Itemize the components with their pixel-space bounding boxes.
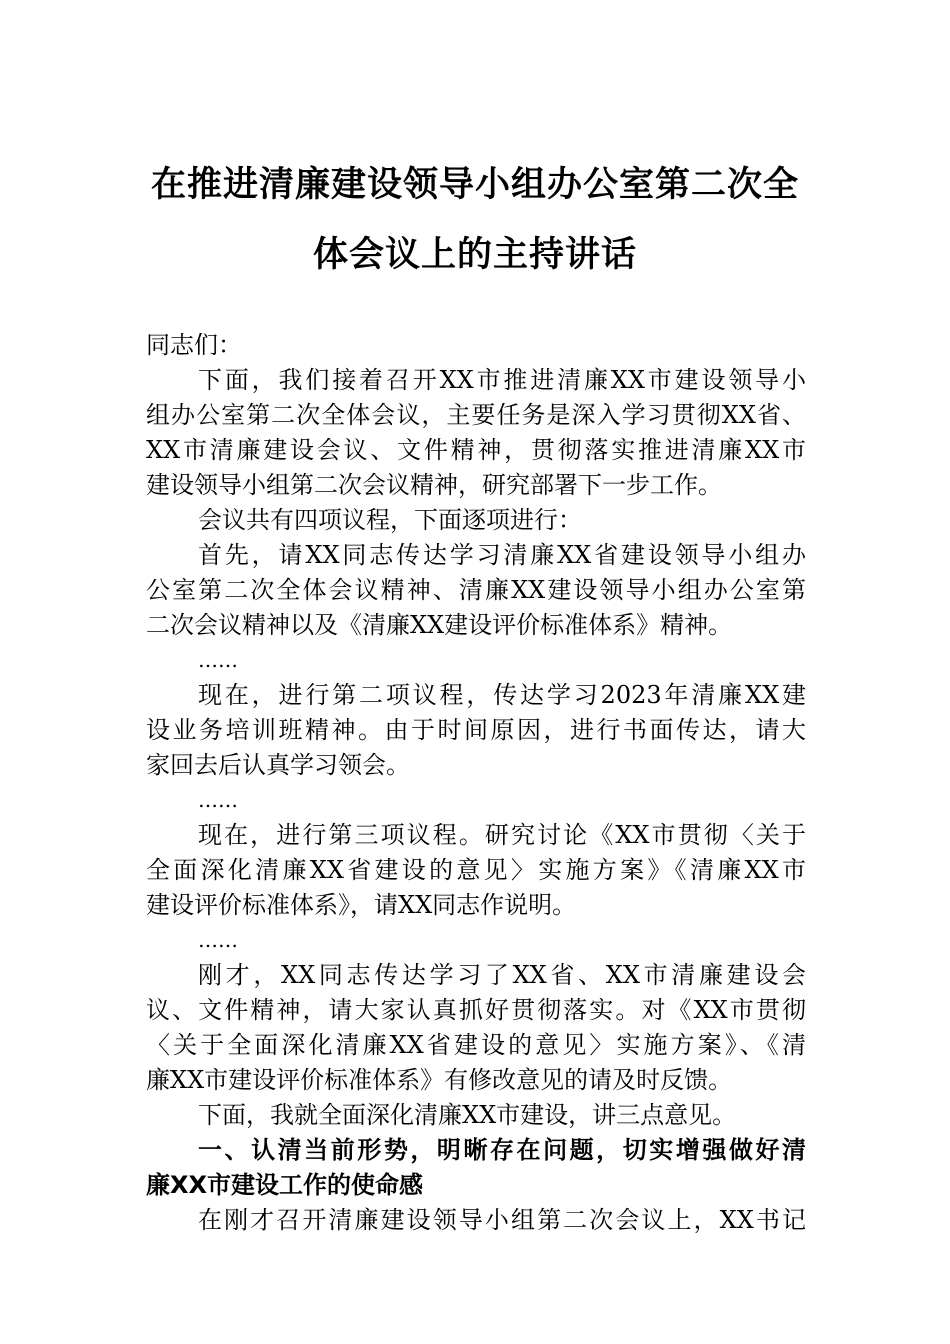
- paragraph-line: 现在，进行第二项议程，传达学习2023年清廉XX建: [198, 681, 806, 709]
- salutation: 同志们：: [146, 331, 242, 359]
- paragraph-line: 现在，进行第三项议程。研究讨论《XX市贯彻〈关于: [198, 821, 806, 849]
- ellipsis-line: ……: [198, 648, 238, 672]
- document-title-line-1: 在推进清廉建设领导小组办公室第二次全: [150, 165, 799, 205]
- paragraph-line: 议、文件精神，请大家认真抓好贯彻落实。对《XX市贯彻: [146, 996, 806, 1024]
- paragraph-line: 公室第二次全体会议精神、清廉XX建设领导小组办公室第: [146, 576, 806, 604]
- paragraph-line: 首先，请XX同志传达学习清廉XX省建设领导小组办: [198, 541, 806, 569]
- section-heading-line: 廉XX市建设工作的使命感: [146, 1171, 424, 1199]
- paragraph-line: 〈关于全面深化清廉XX省建设的意见〉实施方案》、《清: [146, 1031, 806, 1059]
- paragraph-line: XX市清廉建设会议、文件精神，贯彻落实推进清廉XX市: [146, 436, 806, 464]
- paragraph-line: 家回去后认真学习领会。: [146, 751, 410, 779]
- document-body: [146, 328, 810, 1238]
- paragraph-line: 廉XX市建设评价标准体系》有修改意见的请及时反馈。: [146, 1066, 733, 1094]
- paragraph-line: 二次会议精神以及《清廉XX建设评价标准体系》精神。: [146, 611, 733, 639]
- ellipsis-line: ……: [198, 928, 238, 952]
- paragraph-line: 会议共有四项议程，下面逐项进行：: [198, 506, 582, 534]
- paragraph-line: 下面，我们接着召开XX市推进清廉XX市建设领导小: [198, 366, 806, 394]
- paragraph-line: 设业务培训班精神。由于时间原因，进行书面传达，请大: [146, 716, 806, 744]
- section-heading-line: 一、认清当前形势，明晰存在问题，切实增强做好清: [198, 1136, 806, 1164]
- paragraph-line: 下面，我就全面深化清廉XX市建设，讲三点意见。: [198, 1101, 737, 1129]
- paragraph-line: 组办公室第二次全体会议，主要任务是深入学习贯彻XX省、: [146, 401, 806, 429]
- paragraph-line: 建设领导小组第二次会议精神，研究部署下一步工作。: [146, 471, 722, 499]
- paragraph-line: 全面深化清廉XX省建设的意见〉实施方案》《清廉XX市: [146, 856, 806, 884]
- document-title-line-2: 体会议上的主持讲话: [312, 235, 637, 275]
- paragraph-line: 刚才，XX同志传达学习了XX省、XX市清廉建设会: [198, 961, 806, 989]
- paragraph-line: 建设评价标准体系》，请XX同志作说明。: [146, 891, 577, 919]
- ellipsis-line: ……: [198, 788, 238, 812]
- paragraph-line: 在刚才召开清廉建设领导小组第二次会议上，XX书记: [198, 1206, 806, 1234]
